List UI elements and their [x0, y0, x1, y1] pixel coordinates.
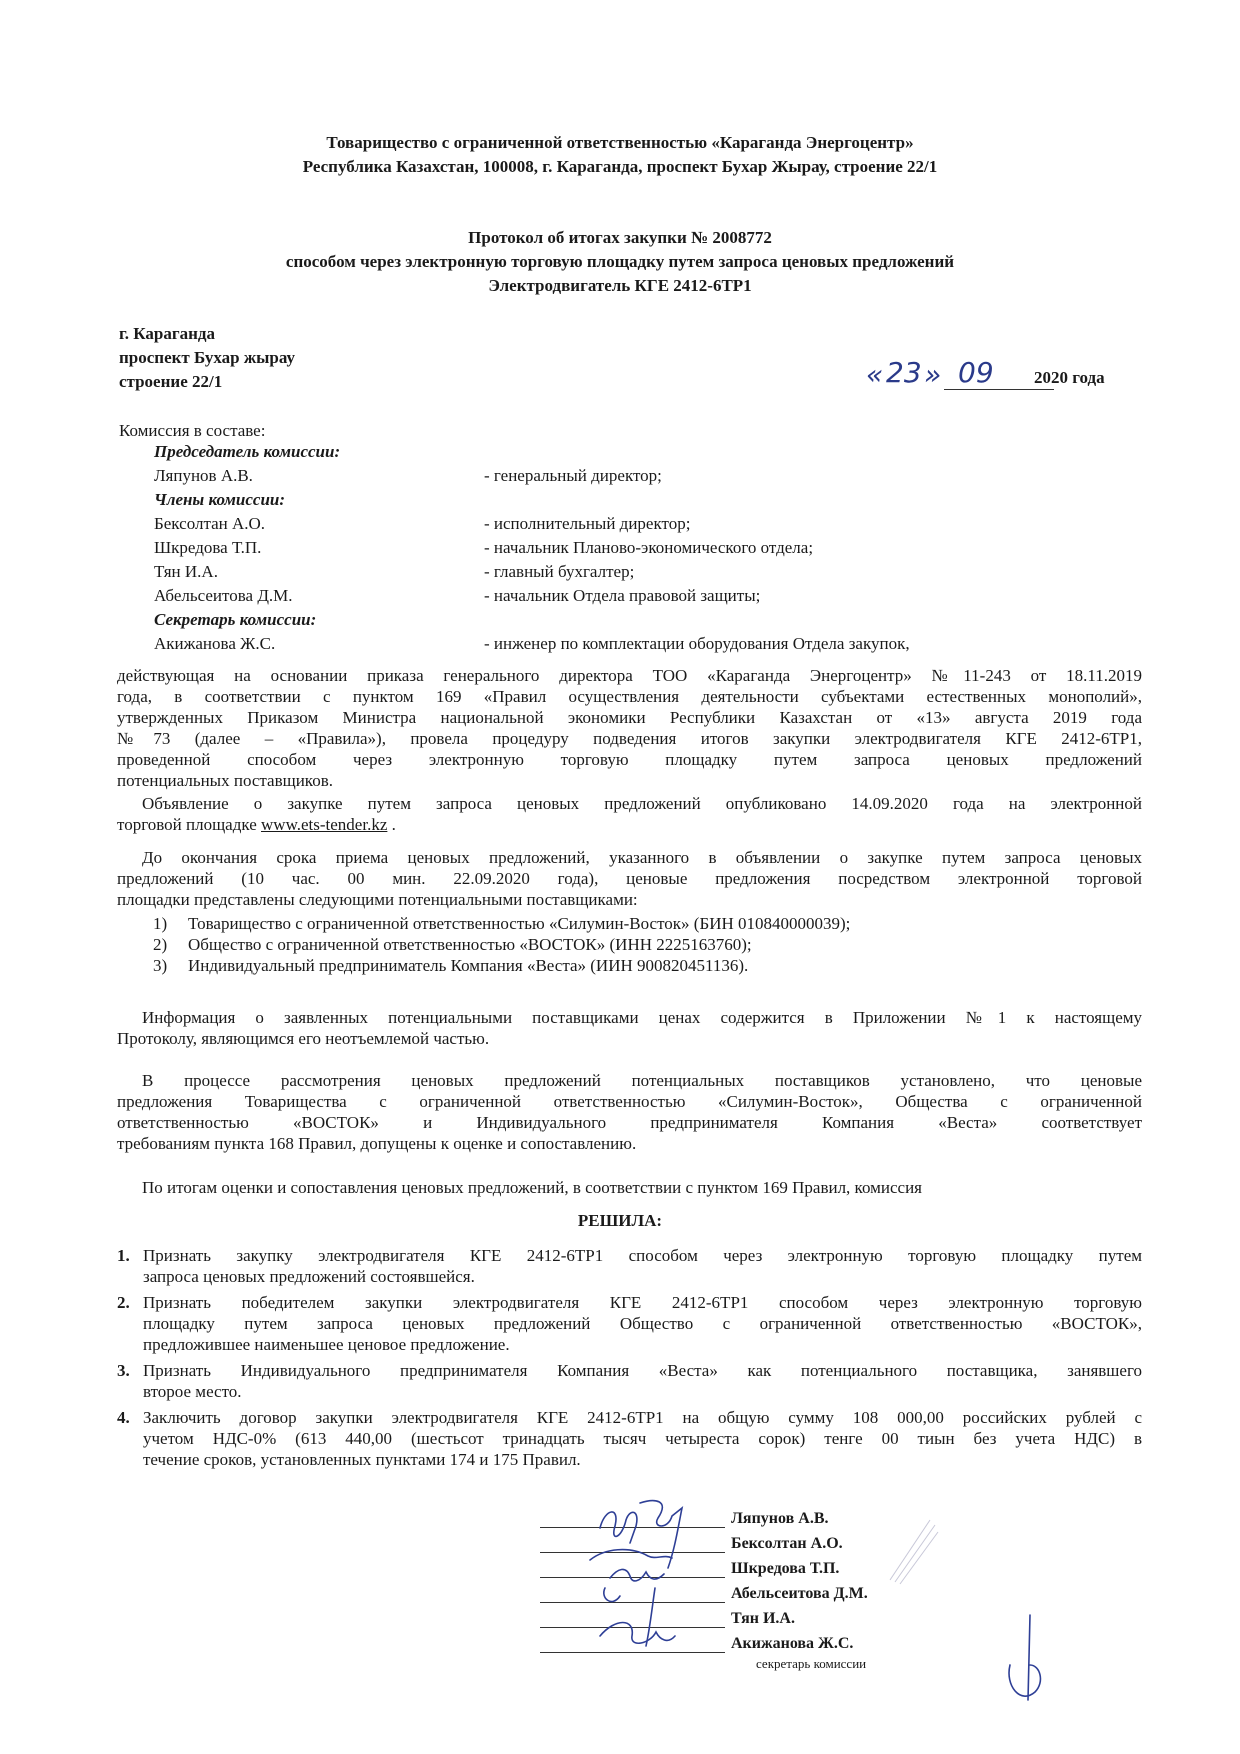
place-city: г. Караганда [119, 324, 215, 343]
list-item-text: Товарищество с ограниченной ответственностью «Силумин-Восток» (БИН 010840000039); [188, 914, 851, 933]
signatory-name: Ляпунов А.В. [731, 1510, 829, 1527]
member-name: Тян И.А. [154, 562, 218, 581]
member-role: - начальник Отдела правовой защиты; [484, 586, 761, 605]
member-name: Бексолтан А.О. [154, 514, 266, 533]
secretary-name: Акижанова Ж.С. [154, 634, 276, 653]
list-item-number: 3) [153, 956, 168, 975]
signature-stroke [600, 1512, 637, 1543]
text-line: В процессе рассмотрения ценовых предложений потенциальных поставщиков установлено, что ценовые [142, 1071, 1142, 1090]
decision-number: 4. [117, 1408, 130, 1427]
text-line: ответственностью «ВОСТОК» и Индивидуального предпринимателя Компания «Веста» соответствует [117, 1113, 1142, 1132]
chair-name: Ляпунов А.В. [154, 466, 253, 485]
protocol-title: Протокол об итогах закупки № 2008772 [468, 228, 772, 247]
text-line: Протоколу, являющимся его неотъемлемой частью. [117, 1029, 490, 1048]
text-line: предложений (10 час. 00 мин. 22.09.2020 года), ценовые предложения посредством электронной торговой [117, 869, 1142, 888]
signature-stroke [600, 1623, 675, 1644]
secretary-caption: секретарь комиссии [756, 1656, 867, 1671]
signatory-name: Бексолтан А.О. [731, 1535, 843, 1552]
place-building: строение 22/1 [119, 372, 223, 391]
member-role: - исполнительный директор; [484, 514, 691, 533]
text-line: года, в соответствии с пунктом 169 «Правил осуществления деятельности субъектами естественных монополий», [117, 687, 1142, 706]
text-line: Признать Индивидуального предпринимателя Компания «Веста» как потенциального поставщика, занявшего [143, 1361, 1142, 1380]
text-line: запроса ценовых предложений состоявшейся. [143, 1267, 475, 1286]
text-line: площадки представлены следующими потенциальными поставщиками: [117, 890, 638, 909]
list-item-number: 1) [153, 914, 168, 933]
text-line: утвержденных Приказом Министра национальной экономики Республики Казахстан от «13» августа 2019 года [117, 708, 1142, 727]
handwritten-signatures [560, 1468, 770, 1668]
text-line: Информация о заявленных потенциальными поставщиками ценах содержится в Приложении №1 к настоящему [142, 1008, 1142, 1027]
org-address-line: Республика Казахстан, 100008, г. Караганда, проспект Бухар Жырау, строение 22/1 [302, 157, 938, 176]
faint-mark [880, 1510, 940, 1590]
list-item [153, 955, 1143, 976]
text-line: Заключить договор закупки электродвигателя КГЕ 2412-6ТР1 на общую сумму 108 000,00 российских рублей с [143, 1408, 1142, 1427]
signature-stroke [610, 1569, 664, 1581]
text-line [117, 814, 1142, 835]
text-line: требованиям пункта 168 Правил, допущены к оценке и сопоставлению. [117, 1134, 637, 1153]
list-item [153, 934, 1143, 955]
decision-item [117, 1360, 1142, 1402]
commission-intro: Комиссия в составе: [119, 421, 266, 440]
text-line: проведенной способом через электронную торговую площадку путем запроса ценовых предложений [117, 750, 1142, 769]
paragraph-review [117, 1070, 1142, 1154]
place-block [119, 322, 295, 394]
member-name: Абельсеитова Д.М. [154, 586, 293, 605]
paragraph-conclusion: По итогам оценки и сопоставления ценовых предложений, в соответствии с пунктом 169 Правил, комиссия [142, 1178, 922, 1197]
signatory-name: Шкредова Т.П. [731, 1560, 840, 1577]
signatory-name: Тян И.А. [731, 1610, 795, 1627]
signature-stroke [604, 1588, 620, 1601]
member-name: Шкредова Т.П. [154, 538, 262, 557]
signature-stroke [640, 1501, 682, 1568]
paragraph-submissions [117, 847, 1142, 910]
text-line: Признать закупку электродвигателя КГЕ 2412-6ТР1 способом через электронную торговую площадку путем [143, 1246, 1142, 1265]
text-line: Признать победителем закупки электродвигателя КГЕ 2412-6ТР1 способом через электронную торговую [143, 1293, 1142, 1312]
text-line: предложившее наименьшее ценовое предложение. [143, 1335, 510, 1354]
date-close-quote: » [924, 358, 942, 391]
decision-number: 2. [117, 1293, 130, 1312]
initials-mark [1000, 1610, 1060, 1710]
text-fragment: торговой площадке [117, 815, 257, 834]
text-line: действующая на основании приказа генерального директора ТОО «Караганда Энергоцентр» №11-243 от 18.11.2019 [117, 666, 1142, 685]
text-line: учетом НДС-0% (613 440,00 (шестьсот тринадцать тысяч четыреста сорок) тенге 00 тиын без учета НДС) в [143, 1429, 1142, 1448]
date-month: 09 [958, 356, 994, 389]
ets-tender-link[interactable]: www.ets-tender.kz [261, 815, 388, 834]
list-item-number: 2) [153, 935, 168, 954]
decision-item [117, 1245, 1142, 1287]
secretary-role: - инженер по комплектации оборудования Отдела закупок, [484, 634, 910, 653]
date-year: 2020 года [1034, 368, 1105, 387]
chair-role: - генеральный директор; [484, 466, 662, 485]
text-fragment: . [387, 815, 396, 834]
paragraph-appendix [117, 1007, 1142, 1049]
suppliers-list [153, 913, 1143, 976]
text-line: До окончания срока приема ценовых предложений, указанного в объявлении о закупке путем запроса ценовых [142, 848, 1142, 867]
text-line: Объявление о закупке путем запроса ценовых предложений опубликовано 14.09.2020 года на электронной [142, 794, 1142, 813]
text-line: площадку путем запроса ценовых предложений Общество с ограниченной ответственностью «ВОСТОК», [143, 1314, 1142, 1333]
member-role: - начальник Планово-экономического отдела; [484, 538, 814, 557]
paragraph-announcement [117, 793, 1142, 835]
paragraph-basis [117, 665, 1142, 791]
decisions-list [117, 1245, 1142, 1470]
decision-item [117, 1407, 1142, 1470]
text-line: потенциальных поставщиков. [117, 771, 333, 790]
signature-stroke [590, 1550, 672, 1560]
decision-number: 3. [117, 1361, 130, 1380]
text-line: течение сроков, установленных пунктами 174 и 175 Правил. [143, 1450, 581, 1469]
list-item-text: Общество с ограниченной ответственностью «ВОСТОК» (ИНН 2225163760); [188, 935, 752, 954]
decided-heading: РЕШИЛА: [577, 1211, 663, 1230]
place-street: проспект Бухар жырау [119, 348, 296, 367]
secretary-heading: Секретарь комиссии: [154, 610, 317, 629]
text-line: №73 (далее – «Правила»), провела процедуру подведения итогов закупки электродвигателя КГЕ 2412-6ТР1, [117, 729, 1142, 748]
list-item [153, 913, 1143, 934]
date-day: 23 [886, 356, 922, 389]
protocol-date [866, 356, 1126, 394]
date-month-line [944, 389, 1054, 390]
signature-stroke [646, 1588, 655, 1646]
decision-item [117, 1292, 1142, 1355]
list-item-text: Индивидуальный предприниматель Компания «Веста» (ИИН 900820451136). [188, 956, 749, 975]
protocol-subtitle: способом через электронную торговую площадку путем запроса ценовых предложений [285, 252, 955, 271]
date-open-quote: « [866, 358, 884, 391]
org-header-line: Товарищество с ограниченной ответственностью «Караганда Энергоцентр» [326, 133, 914, 152]
member-role: - главный бухгалтер; [484, 562, 635, 581]
signatory-name: Абельсеитова Д.М. [731, 1585, 868, 1602]
protocol-item: Электродвигатель КГЕ 2412-6ТР1 [488, 276, 752, 295]
text-line: второе место. [143, 1382, 242, 1401]
chair-heading: Председатель комиссии: [154, 442, 341, 461]
text-line: предложения Товарищества с ограниченной ответственностью «Силумин-Восток», Общества с ограниченной [117, 1092, 1142, 1111]
members-heading: Члены комиссии: [154, 490, 286, 509]
decision-number: 1. [117, 1246, 130, 1265]
signatory-name: Акижанова Ж.С. [731, 1635, 854, 1652]
